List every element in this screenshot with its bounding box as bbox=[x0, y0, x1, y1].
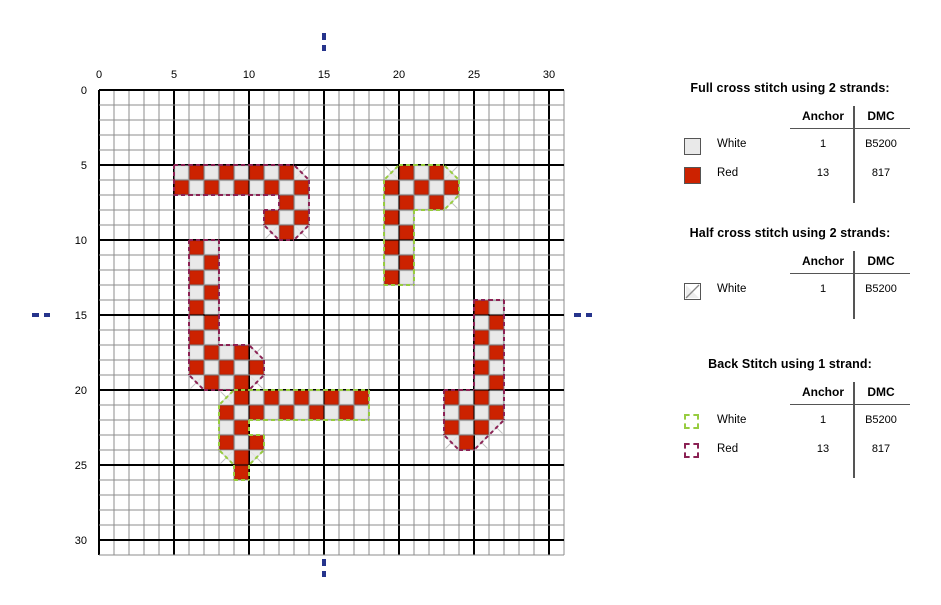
table-header bbox=[640, 109, 940, 124]
legend-row bbox=[640, 279, 940, 308]
y-axis-label: 15 bbox=[74, 310, 87, 322]
y-axis-label: 20 bbox=[74, 385, 87, 397]
thread-name: Red bbox=[717, 443, 739, 455]
header-rule bbox=[790, 273, 910, 274]
legend-section-half-cross-stitch bbox=[640, 226, 940, 308]
white-half-stitch-swatch-icon bbox=[684, 283, 701, 300]
dmc-header: DMC bbox=[867, 109, 895, 123]
y-axis-label: 10 bbox=[74, 235, 87, 247]
x-axis-labels bbox=[96, 69, 555, 81]
legend-section-back-stitch bbox=[640, 357, 940, 468]
x-axis-label: 30 bbox=[542, 69, 556, 81]
dmc-value: B5200 bbox=[865, 414, 897, 426]
white-full-stitch-swatch-icon bbox=[684, 138, 701, 155]
x-axis-label: 15 bbox=[317, 69, 331, 81]
thread-table bbox=[640, 385, 940, 468]
anchor-value: 1 bbox=[819, 283, 827, 295]
dmc-header: DMC bbox=[867, 385, 895, 399]
dmc-value: 817 bbox=[871, 443, 891, 455]
table-rows bbox=[640, 400, 940, 468]
dmc-value: B5200 bbox=[865, 138, 897, 150]
legend-row bbox=[640, 439, 940, 468]
dmc-header: DMC bbox=[867, 254, 895, 268]
half-stitch-glyph bbox=[685, 284, 700, 299]
thread-name: White bbox=[717, 138, 747, 150]
thread-table bbox=[640, 109, 940, 192]
legend-row bbox=[640, 410, 940, 439]
red-full-stitch-swatch-icon bbox=[684, 167, 701, 184]
thread-name: White bbox=[717, 283, 747, 295]
dmc-value: B5200 bbox=[865, 283, 897, 295]
y-axis-label: 30 bbox=[74, 535, 87, 547]
y-axis-label: 25 bbox=[74, 460, 87, 472]
anchor-value: 1 bbox=[819, 414, 827, 426]
header-rule bbox=[790, 128, 910, 129]
anchor-value: 13 bbox=[816, 167, 830, 179]
table-rows bbox=[640, 269, 940, 308]
anchor-value: 13 bbox=[816, 443, 830, 455]
dmc-value: 817 bbox=[871, 167, 891, 179]
thread-name: Red bbox=[717, 167, 739, 179]
legend-row bbox=[640, 163, 940, 192]
thread-table bbox=[640, 254, 940, 308]
red-backstitch-swatch-icon bbox=[684, 443, 699, 458]
x-axis-label: 20 bbox=[392, 69, 406, 81]
legend-row bbox=[640, 134, 940, 163]
anchor-header: Anchor bbox=[802, 254, 844, 268]
section-title: Full cross stitch using 2 strands: bbox=[690, 81, 890, 95]
section-title: Back Stitch using 1 strand: bbox=[708, 357, 872, 371]
x-axis-label: 25 bbox=[467, 69, 481, 81]
anchor-header: Anchor bbox=[802, 385, 844, 399]
table-header bbox=[640, 385, 940, 400]
white-backstitch-swatch-icon bbox=[684, 414, 699, 429]
y-axis-labels bbox=[75, 85, 87, 547]
table-header bbox=[640, 254, 940, 269]
y-axis-label: 0 bbox=[80, 85, 87, 97]
thread-name: White bbox=[717, 414, 747, 426]
x-axis-label: 5 bbox=[170, 69, 178, 81]
table-rows bbox=[640, 124, 940, 192]
section-title: Half cross stitch using 2 strands: bbox=[689, 226, 891, 240]
x-axis-label: 10 bbox=[242, 69, 256, 81]
header-rule bbox=[790, 404, 910, 405]
anchor-value: 1 bbox=[819, 138, 827, 150]
y-axis-label: 5 bbox=[80, 160, 87, 172]
x-axis-label: 0 bbox=[95, 69, 103, 81]
legend-section-full-cross-stitch bbox=[640, 81, 940, 192]
anchor-header: Anchor bbox=[802, 109, 844, 123]
